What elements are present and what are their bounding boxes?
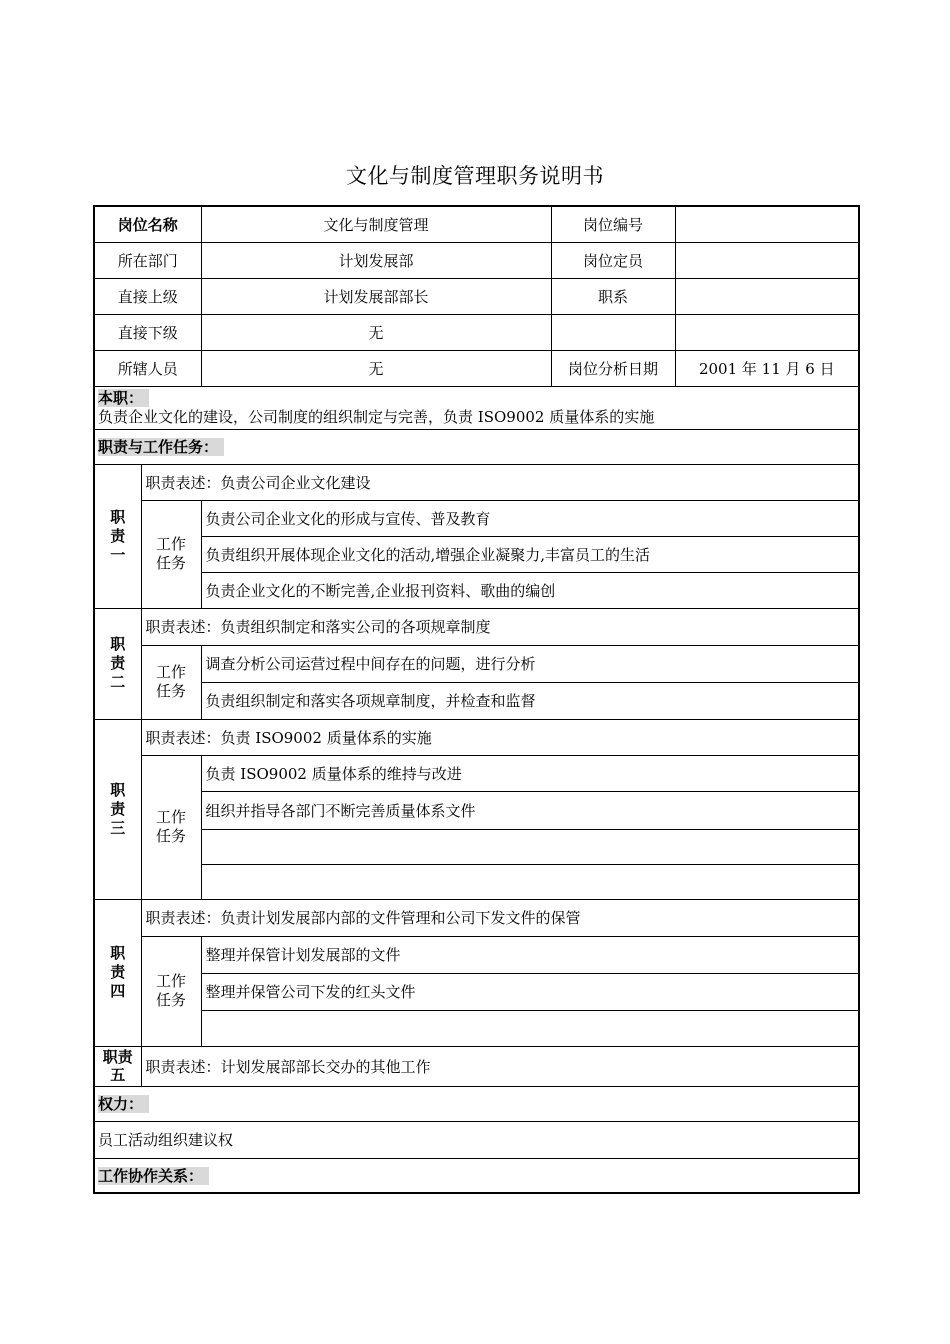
tasks-section-label: 职责与工作任务： [98, 438, 224, 456]
power-row [94, 1121, 859, 1158]
info-row [94, 278, 859, 314]
task-row [94, 791, 859, 829]
task-row [94, 829, 859, 864]
task-row [94, 973, 859, 1010]
duty-5-desc: 职责表述：计划发展部部长交办的其他工作 [141, 1046, 859, 1086]
duty-row [94, 1046, 859, 1086]
duty-row [94, 899, 859, 936]
duty-3-task-2: 组织并指导各部门不断完善质量体系文件 [201, 791, 859, 829]
duty-3-task-4 [201, 864, 859, 899]
task-row [94, 755, 859, 791]
task-row [94, 864, 859, 899]
duty-4-task-1: 整理并保管计划发展部的文件 [201, 936, 859, 973]
power-text: 员工活动组织建议权 [94, 1121, 859, 1158]
duty-4-task-2: 整理并保管公司下发的红头文件 [201, 973, 859, 1010]
date-label: 岗位分析日期 [551, 350, 675, 386]
task-row [94, 682, 859, 719]
post-name-label: 岗位名称 [94, 206, 201, 242]
task-label: 工作 任务 [141, 645, 201, 719]
cooperation-label: 工作协作关系： [98, 1167, 209, 1185]
duty-3-task-3 [201, 829, 859, 864]
duty-row [94, 719, 859, 755]
main-duty-row [94, 386, 859, 429]
subordinate-label: 直接下级 [94, 314, 201, 350]
duty-4-label: 职 责 四 [94, 899, 141, 1046]
duty-2-label: 职 责 二 [94, 608, 141, 719]
info-row [94, 314, 859, 350]
empty-cell [551, 314, 675, 350]
main-duty-text: 负责企业文化的建设，公司制度的组织制定与完善，负责 ISO9002 质量体系的实施 [98, 407, 655, 426]
duty-1-desc: 职责表述：负责公司企业文化建设 [141, 464, 859, 500]
duty-3-task-1: 负责 ISO9002 质量体系的维持与改进 [201, 755, 859, 791]
duty-1-label: 职 责 一 [94, 464, 141, 608]
duty-1-task-2: 负责组织开展体现企业文化的活动,增强企业凝聚力,丰富员工的生活 [201, 536, 859, 572]
info-row [94, 206, 859, 242]
superior-label: 直接上级 [94, 278, 201, 314]
cooperation-header-row [94, 1158, 859, 1193]
post-no-label: 岗位编号 [551, 206, 675, 242]
empty-cell [675, 314, 859, 350]
main-duty-label: 本职： [98, 389, 149, 407]
quota-value [675, 242, 859, 278]
duty-5-label: 职责 五 [94, 1046, 141, 1086]
dept-value: 计划发展部 [201, 242, 551, 278]
post-no-value [675, 206, 859, 242]
info-row [94, 242, 859, 278]
task-row [94, 645, 859, 682]
quota-label: 岗位定员 [551, 242, 675, 278]
date-value: 2001 年 11 月 6 日 [675, 350, 859, 386]
task-row [94, 1010, 859, 1046]
job-description-table [93, 205, 860, 1194]
subordinate-value: 无 [201, 314, 551, 350]
duty-1-task-1: 负责公司企业文化的形成与宣传、普及教育 [201, 500, 859, 536]
managed-label: 所辖人员 [94, 350, 201, 386]
duty-4-task-3 [201, 1010, 859, 1046]
duty-3-desc: 职责表述：负责 ISO9002 质量体系的实施 [141, 719, 859, 755]
task-row [94, 536, 859, 572]
duty-2-desc: 职责表述：负责组织制定和落实公司的各项规章制度 [141, 608, 859, 645]
info-row [94, 350, 859, 386]
task-label: 工作 任务 [141, 755, 201, 899]
duty-2-task-2: 负责组织制定和落实各项规章制度，并检查和监督 [201, 682, 859, 719]
managed-value: 无 [201, 350, 551, 386]
post-name-value: 文化与制度管理 [201, 206, 551, 242]
duty-4-desc: 职责表述：负责计划发展部内部的文件管理和公司下发文件的保管 [141, 899, 859, 936]
task-row [94, 572, 859, 608]
duty-row [94, 608, 859, 645]
duty-2-task-1: 调查分析公司运营过程中间存在的问题，进行分析 [201, 645, 859, 682]
task-row [94, 936, 859, 973]
task-row [94, 500, 859, 536]
tasks-header-row [94, 429, 859, 464]
duty-row [94, 464, 859, 500]
power-header-row [94, 1086, 859, 1121]
task-label: 工作 任务 [141, 936, 201, 1046]
task-label: 工作 任务 [141, 500, 201, 608]
duty-1-task-3: 负责企业文化的不断完善,企业报刊资料、歌曲的编创 [201, 572, 859, 608]
page-title: 文化与制度管理职务说明书 [346, 164, 604, 188]
dept-label: 所在部门 [94, 242, 201, 278]
duty-3-label: 职 责 三 [94, 719, 141, 899]
series-value [675, 278, 859, 314]
series-label: 职系 [551, 278, 675, 314]
superior-value: 计划发展部部长 [201, 278, 551, 314]
power-label: 权力： [98, 1095, 149, 1113]
